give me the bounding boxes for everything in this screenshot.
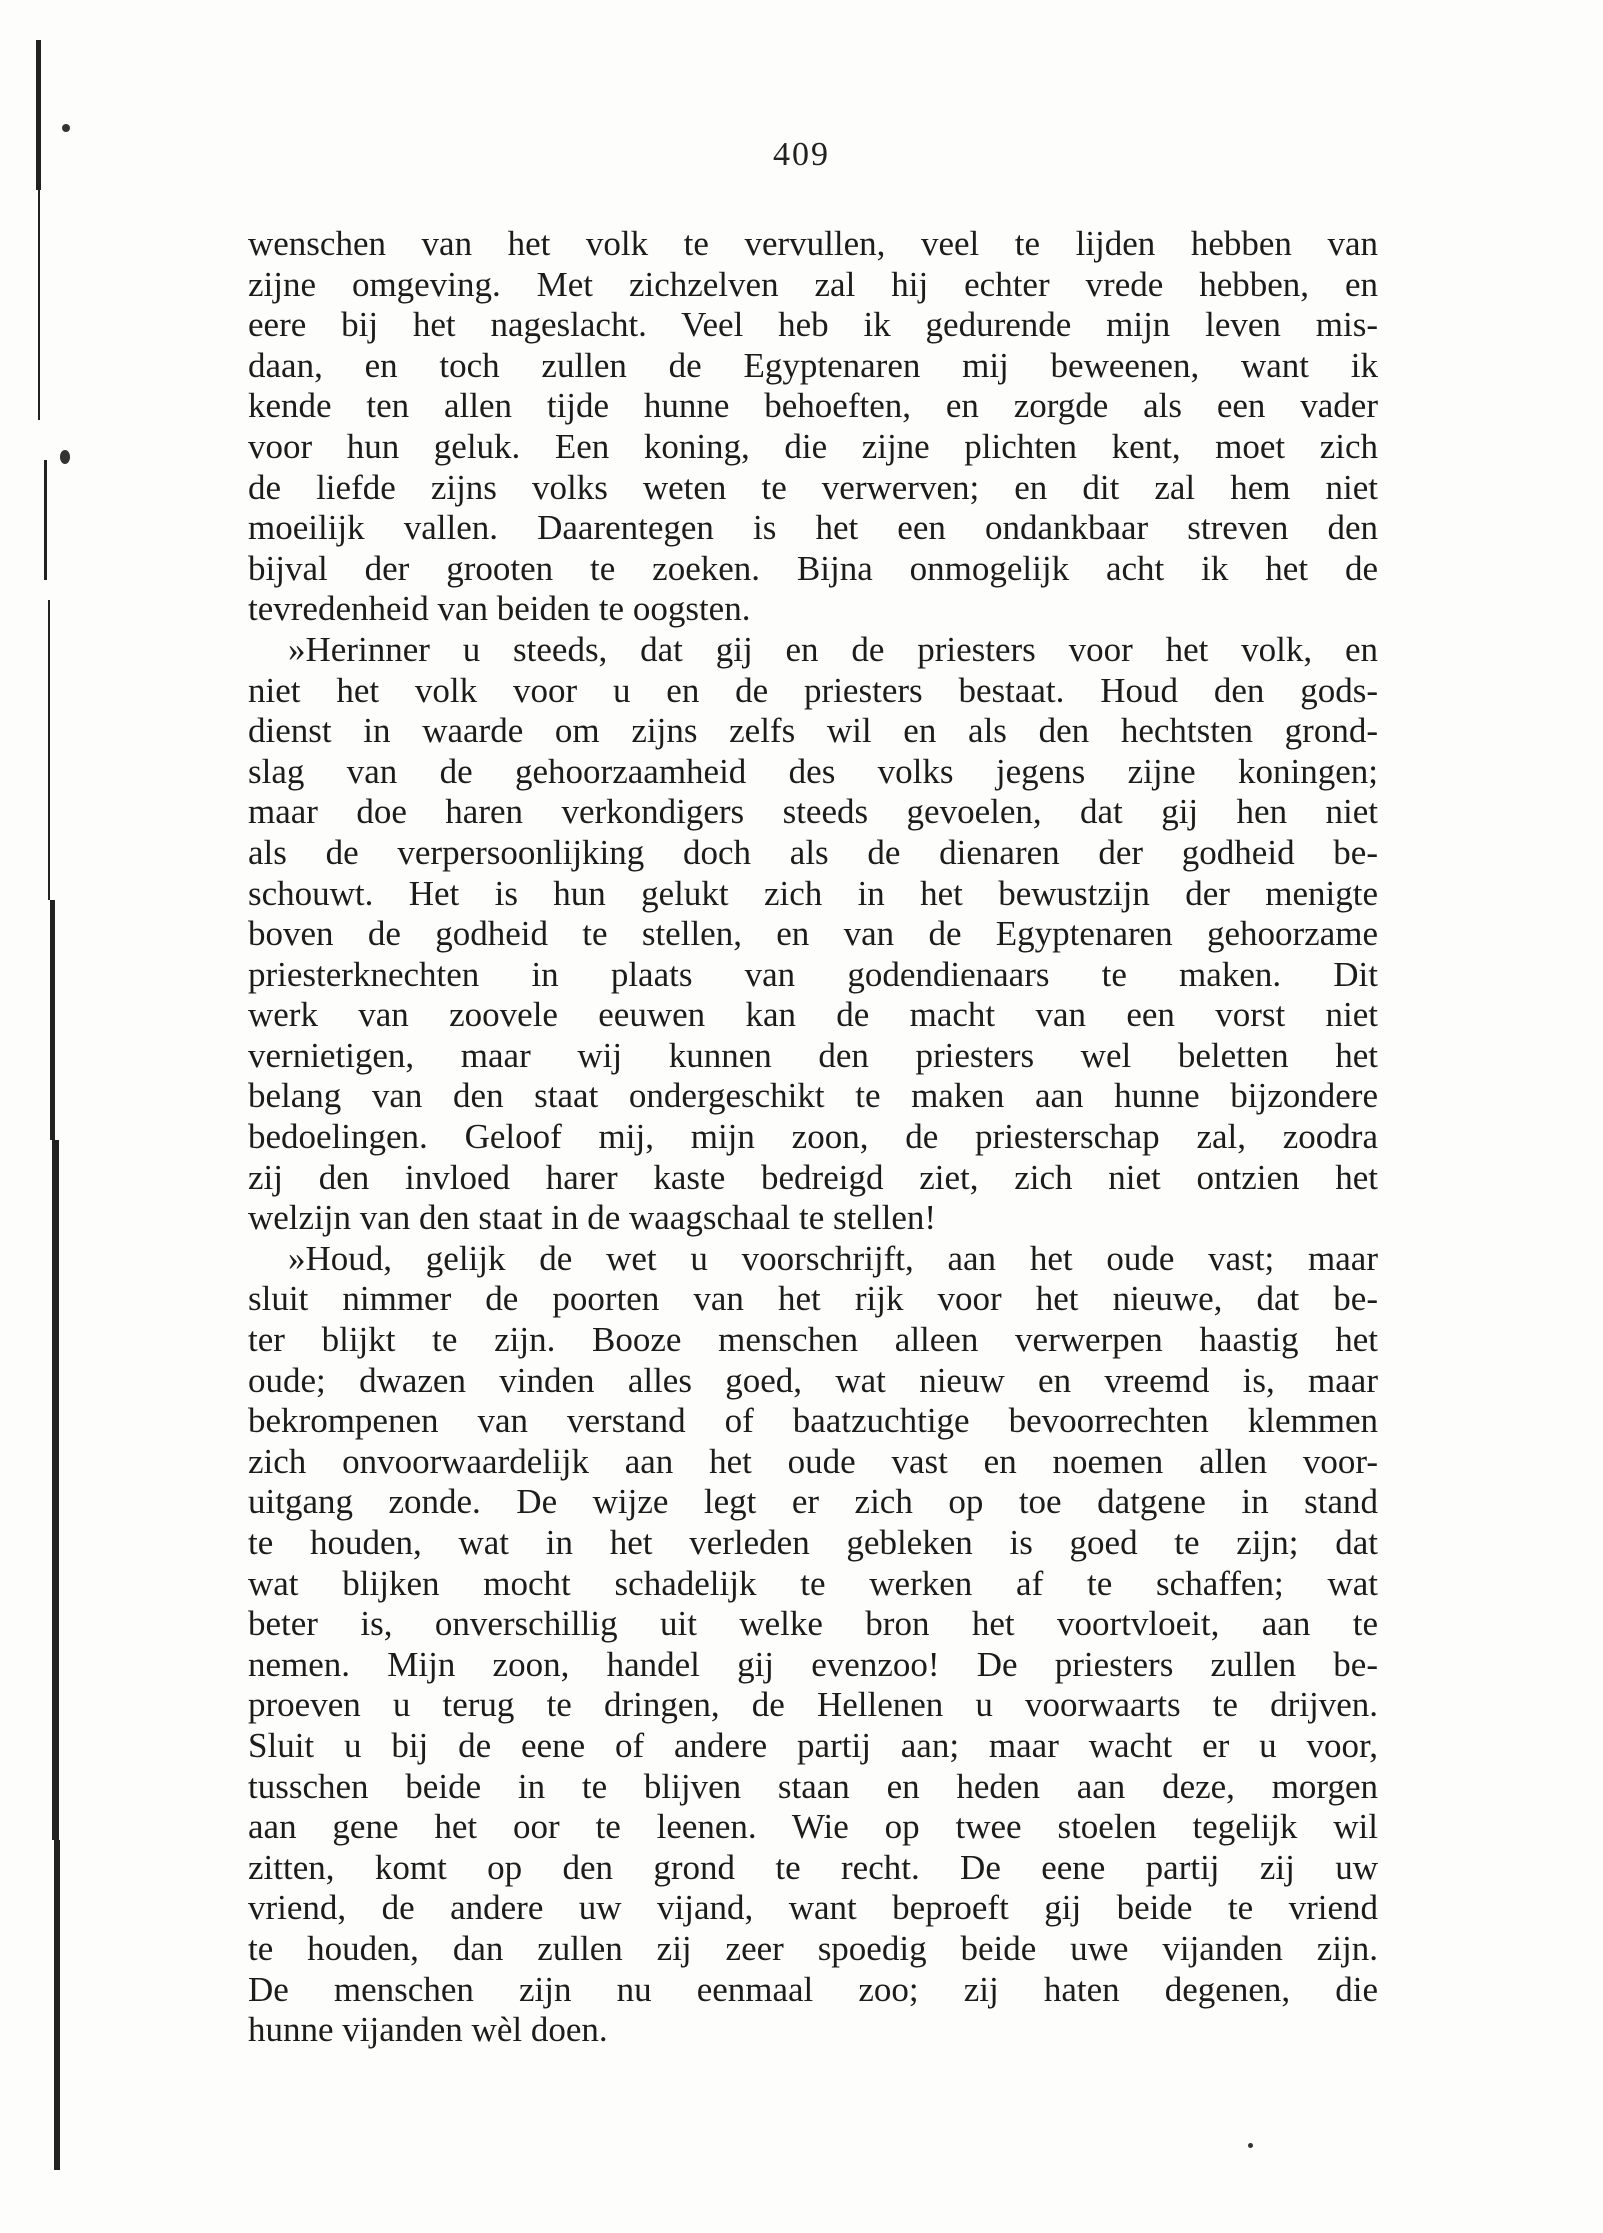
text-line: vernietigen, maar wij kunnen den priesters wel beletten het [248, 1035, 1378, 1075]
text-line: beter is, onverschillig uit welke bron het voortvloeit, aan te [248, 1604, 1378, 1644]
text-line: schouwt. Het is hun gelukt zich in het bewustzijn der menigte [248, 873, 1378, 913]
text-line: de liefde zijns volks weten te verwerven; en dit zal hem niet [248, 467, 1378, 507]
text-line: zitten, komt op den grond te recht. De eene partij zij uw [248, 1847, 1378, 1887]
text-line: tevredenheid van beiden te oogsten. [248, 589, 751, 629]
text-line: te houden, dan zullen zij zeer spoedig beide uwe vijanden zijn. [248, 1928, 1378, 1968]
text-line: »Herinner u steeds, dat gij en de priesters voor het volk, en [288, 629, 1378, 669]
text-line: moeilijk vallen. Daarentegen is het een ondankbaar streven den [248, 508, 1378, 548]
text-line: vriend, de andere uw vijand, want beproeft gij beide te vriend [248, 1888, 1378, 1928]
text-line: nemen. Mijn zoon, handel gij evenzoo! De priesters zullen be- [248, 1644, 1378, 1684]
text-line: aan gene het oor te leenen. Wie op twee stoelen tegelijk wil [248, 1807, 1378, 1847]
page-number: 409 [773, 136, 830, 173]
text-line: belang van den staat ondergeschikt te maken aan hunne bijzondere [248, 1076, 1378, 1116]
text-line: slag van de gehoorzaamheid des volks jegens zijne koningen; [248, 751, 1378, 791]
ink-speck [60, 450, 70, 464]
text-line: tusschen beide in te blijven staan en heden aan deze, morgen [248, 1766, 1378, 1806]
text-line: werk van zoovele eeuwen kan de macht van een vorst niet [248, 995, 1378, 1035]
text-line: welzijn van den staat in de waagschaal te stellen! [248, 1198, 937, 1238]
text-line: dienst in waarde om zijns zelfs wil en als den hechtsten grond- [248, 711, 1378, 751]
text-line: priesterknechten in plaats van godendienaars te maken. Dit [248, 954, 1378, 994]
text-line: wat blijken mocht schadelijk te werken af te schaffen; wat [248, 1563, 1378, 1603]
text-line: zijne omgeving. Met zichzelven zal hij echter vrede hebben, en [248, 264, 1378, 304]
text-line: zich onvoorwaardelijk aan het oude vast en noemen allen voor- [248, 1441, 1378, 1481]
text-line: uitgang zonde. De wijze legt er zich op toe datgene in stand [248, 1482, 1378, 1522]
text-line: »Houd, gelijk de wet u voorschrijft, aan het oude vast; maar [288, 1238, 1378, 1278]
ink-speck [1248, 2143, 1253, 2148]
text-line: sluit nimmer de poorten van het rijk voor het nieuwe, dat be- [248, 1279, 1378, 1319]
binding-edge-artifact [30, 40, 64, 2180]
text-line: proeven u terug te dringen, de Hellenen u voorwaarts te drijven. [248, 1685, 1378, 1725]
text-line: hunne vijanden wèl doen. [248, 2010, 608, 2050]
text-line: ter blijkt te zijn. Booze menschen alleen verwerpen haastig het [248, 1320, 1378, 1360]
ink-speck [62, 124, 70, 132]
text-line: eere bij het nageslacht. Veel heb ik gedurende mijn leven mis- [248, 305, 1378, 345]
text-line: daan, en toch zullen de Egyptenaren mij beweenen, want ik [248, 345, 1378, 385]
body-text [248, 224, 1378, 2051]
text-line: als de verpersoonlijking doch als de dienaren der godheid be- [248, 832, 1378, 872]
text-line: zij den invloed harer kaste bedreigd ziet, zich niet ontzien het [248, 1157, 1378, 1197]
text-line: oude; dwazen vinden alles goed, wat nieuw en vreemd is, maar [248, 1360, 1378, 1400]
text-line: kende ten allen tijde hunne behoeften, en zorgde als een vader [248, 386, 1378, 426]
text-line: boven de godheid te stellen, en van de Egyptenaren gehoorzame [248, 914, 1378, 954]
text-line: bekrompenen van verstand of baatzuchtige bevoorrechten klemmen [248, 1401, 1378, 1441]
text-line: De menschen zijn nu eenmaal zoo; zij haten degenen, die [248, 1969, 1378, 2009]
text-line: bijval der grooten te zoeken. Bijna onmogelijk acht ik het de [248, 548, 1378, 588]
text-line: maar doe haren verkondigers steeds gevoelen, dat gij hen niet [248, 792, 1378, 832]
text-line: Sluit u bij de eene of andere partij aan; maar wacht er u voor, [248, 1725, 1378, 1765]
text-line: wenschen van het volk te vervullen, veel te lijden hebben van [248, 224, 1378, 263]
text-line: te houden, wat in het verleden gebleken is goed te zijn; dat [248, 1523, 1378, 1562]
text-line: voor hun geluk. Een koning, die zijne plichten kent, moet zich [248, 426, 1378, 466]
text-line: bedoelingen. Geloof mij, mijn zoon, de priesterschap zal, zoodra [248, 1117, 1378, 1157]
text-line: niet het volk voor u en de priesters bestaat. Houd den gods- [248, 670, 1378, 710]
